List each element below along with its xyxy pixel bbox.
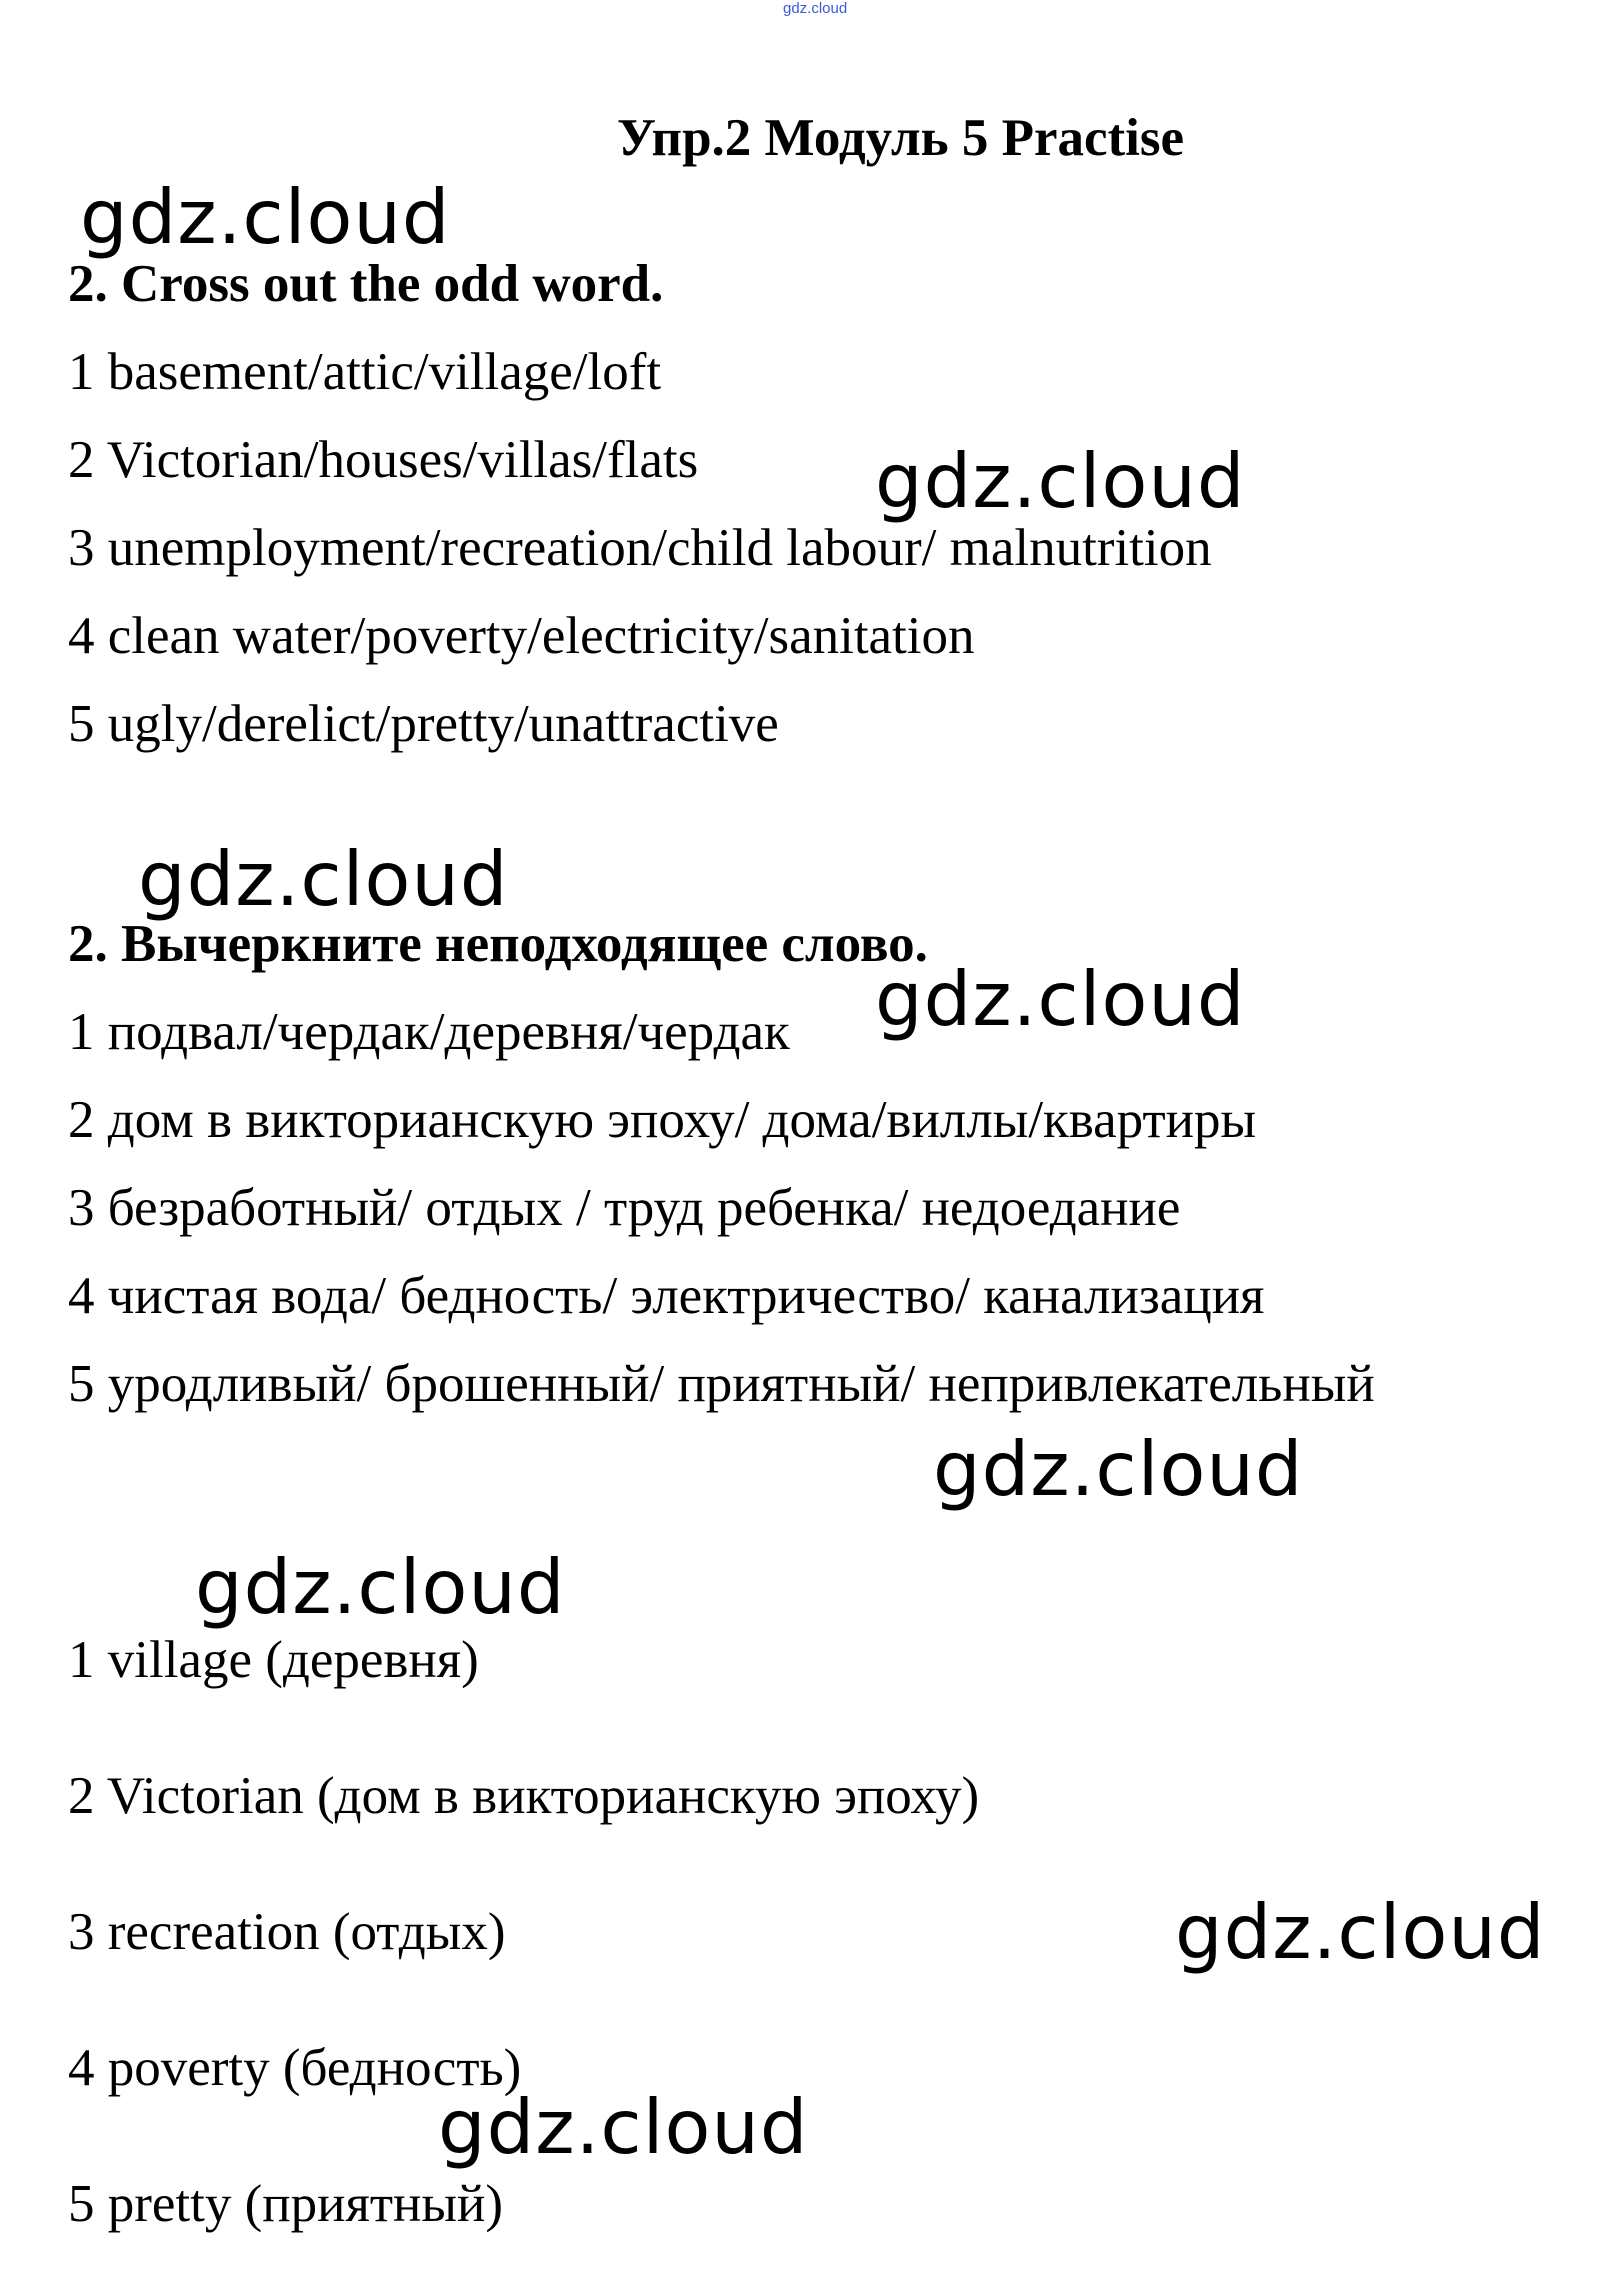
task-ru-item-3: 3 безработный/ отдых / труд ребенка/ недоедание — [68, 1179, 1181, 1237]
task-en-heading: 2. Cross out the odd word. — [68, 255, 664, 313]
watermark: gdz.cloud — [80, 173, 451, 261]
watermark: gdz.cloud — [875, 955, 1246, 1043]
header-watermark: gdz.cloud — [783, 0, 848, 17]
answer-4: 4 poverty (бедность) — [68, 2039, 522, 2097]
task-ru-item-2: 2 дом в викторианскую эпоху/ дома/виллы/квартиры — [68, 1091, 1257, 1149]
watermark: gdz.cloud — [438, 2083, 809, 2171]
watermark: gdz.cloud — [138, 835, 509, 923]
watermark: gdz.cloud — [933, 1425, 1304, 1513]
answer-3: 3 recreation (отдых) — [68, 1903, 506, 1961]
task-ru-item-1: 1 подвал/чердак/деревня/чердак — [68, 1003, 790, 1061]
answer-5: 5 pretty (приятный) — [68, 2175, 504, 2233]
watermark: gdz.cloud — [1175, 1888, 1546, 1976]
answer-2: 2 Victorian (дом в викторианскую эпоху) — [68, 1767, 980, 1825]
page-title: Упр.2 Модуль 5 Practise — [617, 109, 1185, 167]
task-en-item-4: 4 clean water/poverty/electricity/sanitation — [68, 607, 975, 665]
task-en-item-3: 3 unemployment/recreation/child labour/ malnutrition — [68, 519, 1212, 577]
task-ru-item-5: 5 уродливый/ брошенный/ приятный/ непривлекательный — [68, 1355, 1375, 1413]
task-en-item-5: 5 ugly/derelict/pretty/unattractive — [68, 695, 779, 753]
watermark: gdz.cloud — [875, 437, 1246, 525]
task-en-item-1: 1 basement/attic/village/loft — [68, 343, 662, 401]
task-en-item-2: 2 Victorian/houses/villas/flats — [68, 431, 699, 489]
task-ru-heading: 2. Вычеркните неподходящее слово. — [68, 915, 928, 973]
answer-1: 1 village (деревня) — [68, 1631, 479, 1689]
watermark: gdz.cloud — [195, 1543, 566, 1631]
task-ru-item-4: 4 чистая вода/ бедность/ электричество/ канализация — [68, 1267, 1265, 1325]
